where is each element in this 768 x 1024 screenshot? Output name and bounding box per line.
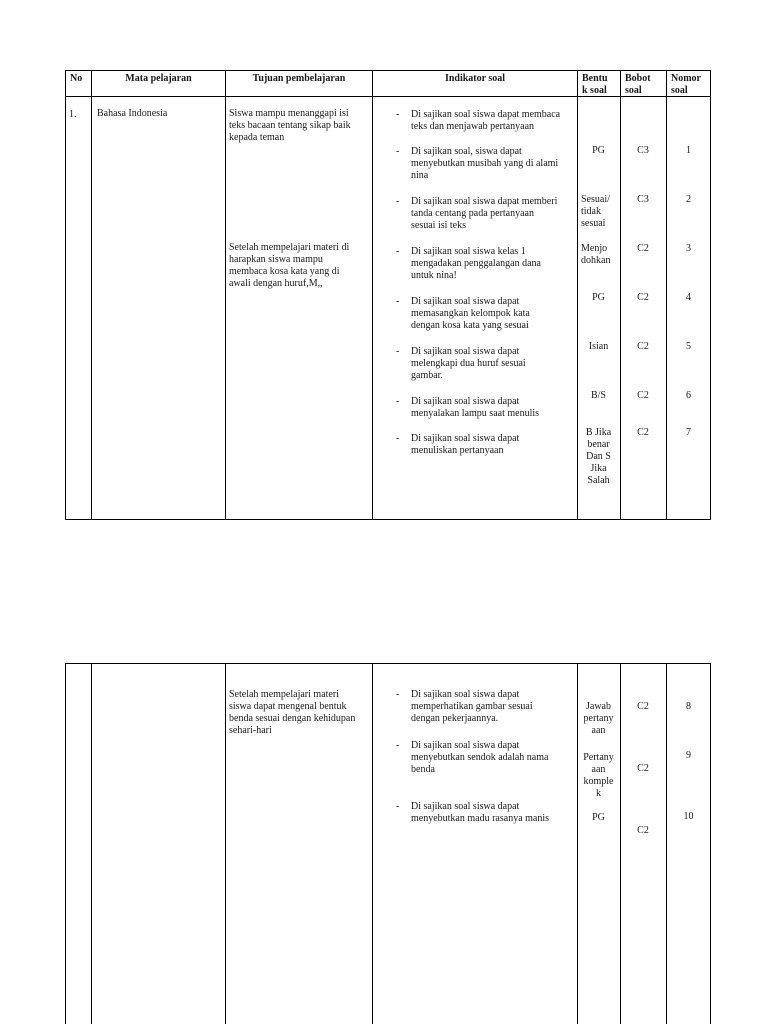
bullet-dash: -: [396, 346, 400, 357]
indicator-text: Di sajikan soal siswa kelas 1 mengadakan penggalangan dana untuk nina!: [411, 246, 541, 281]
question-number: 1: [686, 145, 691, 156]
question-weight: C2: [637, 763, 649, 774]
indicator-text: Di sajikan soal siswa dapat melengkapi dua huruf sesuai gambar.: [411, 346, 526, 381]
bullet-dash: -: [396, 196, 400, 207]
question-form: Menjo dohkan: [581, 243, 611, 266]
question-number: 9: [686, 750, 691, 761]
header-bentuk-soal: Bentu k soal: [582, 73, 608, 96]
question-form: B Jika benar Dan S Jika Salah: [585, 427, 612, 486]
question-weight: C2: [637, 390, 649, 401]
question-form: Sesuai/ tidak sesuai: [581, 194, 610, 229]
learning-objective: Setelah mempelajari materi siswa dapat mengenal bentuk benda sesuai dengan kehidupan sehari-hari: [229, 689, 356, 736]
question-form: Isian: [588, 341, 609, 352]
header-bobot-soal: Bobot soal: [625, 73, 651, 96]
indicator-text: Di sajikan soal siswa dapat membaca teks dan menjawab pertanyaan: [411, 109, 561, 132]
indicator-text: Di sajikan soal, siswa dapat menyebutkan musibah yang di alami nina: [411, 146, 559, 181]
question-form: Pertany aan komple k: [583, 752, 614, 799]
question-number: 4: [686, 292, 691, 303]
indicator-text: Di sajikan soal siswa dapat menyebutkan sendok adalah nama benda: [411, 740, 549, 775]
indicator-text: Di sajikan soal siswa dapat menyalakan lampu saat menulis: [411, 396, 540, 419]
header-tujuan-pembelajaran: Tujuan pembelajaran: [252, 73, 346, 84]
bullet-dash: -: [396, 146, 400, 157]
col-divider: [372, 71, 373, 519]
question-number: 10: [683, 811, 694, 822]
bullet-dash: -: [396, 689, 400, 700]
col-divider: [225, 664, 226, 1024]
question-weight: C2: [637, 341, 649, 352]
indicator-text: Di sajikan soal siswa dapat memberi tanda centang pada pertanyaan sesuai isi teks: [411, 196, 558, 231]
question-form: PG: [592, 145, 605, 156]
bullet-dash: -: [396, 801, 400, 812]
question-weight: C3: [637, 194, 649, 205]
question-form: PG: [592, 292, 605, 303]
indicator-text: Di sajikan soal siswa dapat menyebutkan madu rasanya manis: [411, 801, 550, 824]
row-number: 1.: [69, 109, 77, 120]
bullet-dash: -: [396, 109, 400, 120]
header-no: No: [70, 73, 83, 84]
question-weight: C3: [637, 145, 649, 156]
header-mata-pelajaran: Mata pelajaran: [125, 73, 192, 84]
question-number: 3: [686, 243, 691, 254]
learning-objective: Setelah mempelajari materi di harapkan siswa mampu membaca kosa kata yang di awali dengan huruf,M,,: [229, 242, 350, 289]
question-weight: C2: [637, 292, 649, 303]
indicator-text: Di sajikan soal siswa dapat menuliskan pertanyaan: [411, 433, 520, 456]
question-number: 6: [686, 390, 691, 401]
indicator-text: Di sajikan soal siswa dapat memasangkan kelompok kata dengan kosa kata yang sesuai: [411, 296, 530, 331]
question-number: 7: [686, 427, 691, 438]
question-weight: C2: [637, 427, 649, 438]
bullet-dash: -: [396, 296, 400, 307]
question-number: 2: [686, 194, 691, 205]
bullet-dash: -: [396, 396, 400, 407]
header-indikator-soal: Indikator soal: [444, 73, 506, 84]
header-divider: [66, 96, 710, 97]
question-weight: C2: [637, 243, 649, 254]
header-nomor-soal: Nomor soal: [671, 73, 701, 96]
col-divider: [620, 664, 621, 1024]
col-divider: [372, 664, 373, 1024]
col-divider: [666, 664, 667, 1024]
col-divider: [225, 71, 226, 519]
col-divider: [91, 664, 92, 1024]
question-form: Jawab pertany aan: [583, 701, 614, 736]
question-weight: C2: [637, 825, 649, 836]
bullet-dash: -: [396, 740, 400, 751]
question-number: 8: [686, 701, 691, 712]
indicator-text: Di sajikan soal siswa dapat memperhatikan gambar sesuai dengan pekerjaannya.: [411, 689, 533, 724]
question-form: B/S: [590, 390, 606, 401]
bullet-dash: -: [396, 433, 400, 444]
learning-objective: Siswa mampu menanggapi isi teks bacaan tentang sikap baik kepada teman: [229, 108, 351, 143]
col-divider: [91, 71, 92, 519]
question-weight: C2: [637, 701, 649, 712]
bullet-dash: -: [396, 246, 400, 257]
question-form: PG: [592, 812, 605, 823]
question-number: 5: [686, 341, 691, 352]
subject-name: Bahasa Indonesia: [97, 108, 168, 119]
